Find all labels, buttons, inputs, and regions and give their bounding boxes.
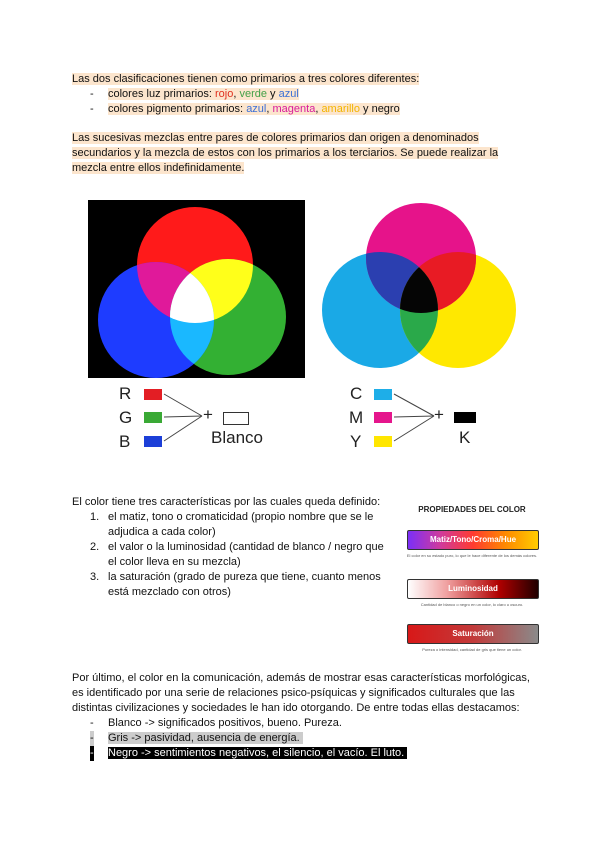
list-item: - colores pigmento primarios: azul, magenta, amarillo y negro	[90, 103, 400, 115]
rgb-venn-diagram	[88, 200, 305, 378]
color-word-blue: azul	[246, 103, 267, 115]
color-word-yellow: amarillo	[321, 103, 360, 115]
list-item: 2. el valor o la luminosidad (cantidad de blanco / negro que el color lleva en su mezcla)	[90, 541, 384, 568]
meaning-gray: Gris -> pasividad, ausencia de energía.	[108, 732, 303, 744]
list-item: - colores luz primarios: rojo, verde y azul	[90, 88, 299, 100]
characteristics-intro: El color tiene tres características por las cuales queda definido:	[72, 496, 381, 508]
primaries-list	[72, 87, 532, 117]
list-item: - Blanco -> significados positivos, bueno. Pureza.	[72, 716, 532, 731]
cyan-swatch	[374, 389, 392, 400]
rgb-plus: +	[203, 405, 213, 424]
characteristics-list	[72, 510, 392, 600]
legend-letter-r: R	[119, 384, 132, 403]
communication-section	[72, 671, 532, 761]
cmy-venn-diagram	[318, 198, 524, 383]
saturation-bar: Saturación	[407, 624, 539, 644]
mixing-paragraph: Las sucesivas mezclas entre pares de colores primarios dan origen a denominados secundarios y la mezcla de estos con los primarios a los terciarios. Se puede realizar la mezcla entre ellos indefinidamente.	[72, 132, 499, 174]
yellow-swatch	[374, 436, 392, 447]
pigment-primaries-label: colores pigmento primarios:	[108, 103, 244, 115]
cmy-result-label: K	[459, 428, 471, 447]
green-swatch	[144, 412, 162, 423]
white-swatch	[223, 412, 249, 425]
light-primaries-label: colores luz primarios:	[108, 88, 212, 100]
black-swatch	[454, 412, 476, 423]
color-word-red: rojo	[214, 88, 234, 100]
meanings-list	[72, 716, 532, 761]
hue-caption: El color en su estado puro, lo que le hace diferente de los demás colores.	[406, 553, 538, 558]
red-swatch	[144, 389, 162, 400]
luminosity-caption: Cantidad de blanco o negro en un color, lo claro u oscuro.	[420, 602, 524, 607]
list-item: - Gris -> pasividad, ausencia de energía.	[72, 731, 532, 746]
meaning-black: Negro -> sentimientos negativos, el silencio, el vacío. El luto.	[108, 747, 407, 759]
legend-letter-c: C	[350, 384, 363, 403]
list-item: 3. la saturación (grado de pureza que tiene, cuanto menos está mezclado con otros)	[90, 571, 381, 598]
list-item: 1. el matiz, tono o cromaticidad (propio nombre que se le adjudica a cada color)	[90, 511, 374, 538]
rgb-result-label: Blanco	[211, 428, 263, 447]
meaning-white: Blanco -> significados positivos, bueno. Pureza.	[108, 717, 342, 729]
hue-bar: Matiz/Tono/Croma/Hue	[407, 530, 539, 550]
luminosity-bar: Luminosidad	[407, 579, 539, 599]
rgb-venn-svg	[88, 200, 305, 378]
color-word-green: verde	[239, 88, 267, 100]
cmy-plus: +	[434, 405, 444, 424]
characteristics-section	[72, 495, 392, 600]
color-word-magenta: magenta	[272, 103, 316, 115]
saturation-caption: Pureza o intensidad, cantidad de gris que tiene un color.	[422, 647, 522, 652]
legend-letter-y: Y	[350, 432, 362, 451]
legend-letter-b: B	[119, 432, 131, 451]
legend-letter-g: G	[119, 408, 133, 427]
list-item: - Negro -> sentimientos negativos, el silencio, el vacío. El luto.	[72, 746, 532, 761]
properties-title: PROPIEDADES DEL COLOR	[418, 505, 526, 514]
cmy-venn-svg	[318, 198, 524, 383]
blue-swatch	[144, 436, 162, 447]
legend-letter-m: M	[349, 408, 364, 427]
primaries-intro: Las dos clasificaciones tienen como primarios a tres colores diferentes:	[72, 73, 420, 85]
magenta-swatch	[374, 412, 392, 423]
communication-paragraph: Por último, el color en la comunicación, además de mostrar esas características morfológicas, es identificado por una serie de relaciones psico-psíquicas y significados culturales que las distintas civilizaciones y sociedades le han ido otorgando. De entre todas ellas destacamos:	[72, 672, 530, 714]
color-word-blue: azul	[278, 88, 299, 100]
primaries-section	[72, 72, 532, 117]
color-properties-infographic	[402, 500, 542, 660]
